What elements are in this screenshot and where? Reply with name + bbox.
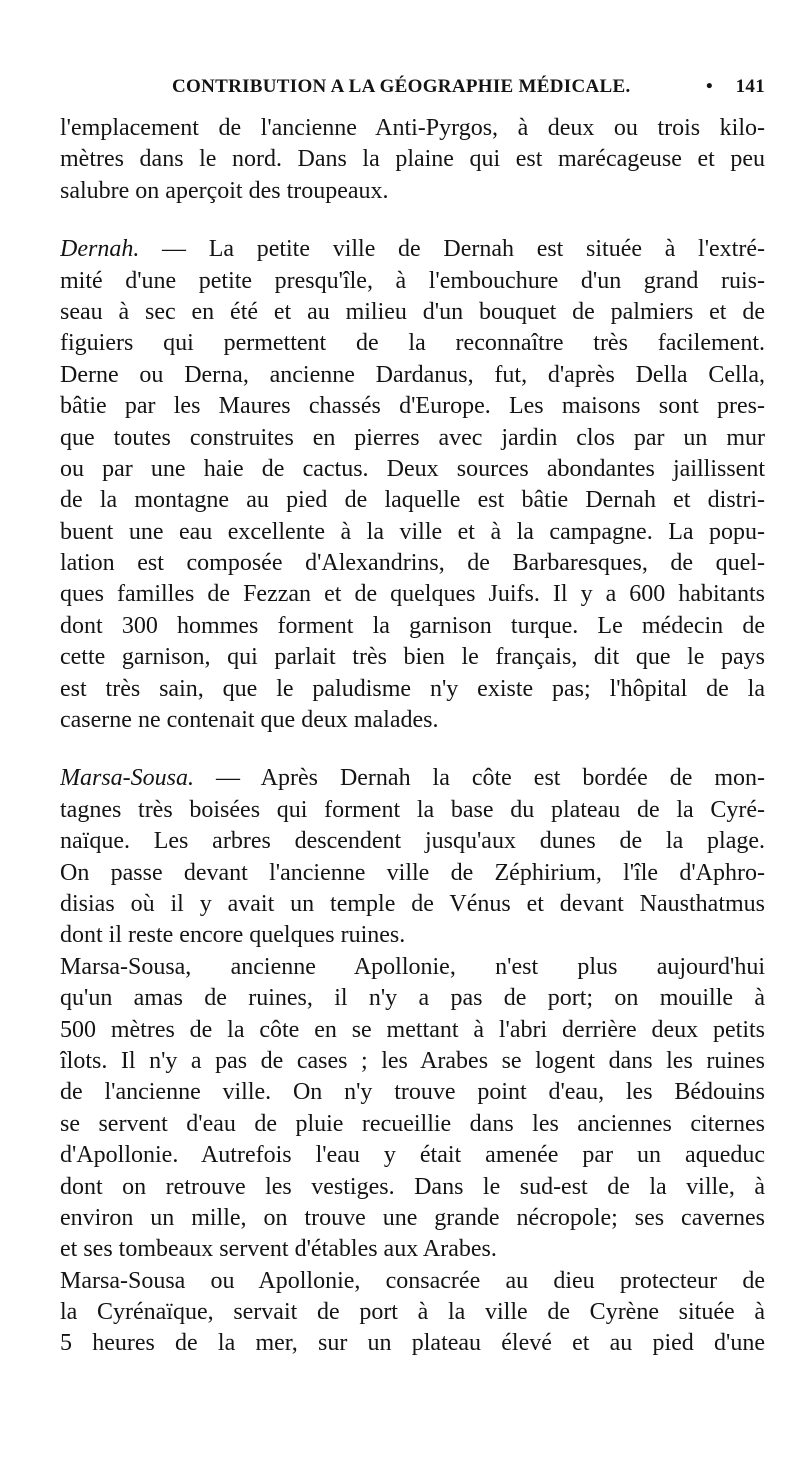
text-line: lation est composée d'Alexandrins, de Barbaresques, de quel- [60,550,765,577]
text-line: dont on retrouve les vestiges. Dans le sud-est de la ville, à [60,1173,765,1200]
text-line: disias où il y avait un temple de Vénus et devant Nausthatmus [60,890,765,917]
text-line-content: — Après Dernah la côte est bordée de mon- [194,765,765,792]
text-line: que toutes construites en pierres avec jardin clos par un mur [60,424,765,451]
running-title: CONTRIBUTION A LA GÉOGRAPHIE MÉDICALE. [172,76,631,97]
paragraph-cyrene [60,1266,765,1360]
text-line: caserne ne contenait que deux malades. [60,707,439,734]
text-line: dont 300 hommes forment la garnison turque. Le médecin de [60,612,765,639]
body-text [60,113,765,1360]
text-line: mité d'une petite presqu'île, à l'embouchure d'un grand ruis- [60,267,765,294]
paragraph-apollonie [60,952,765,1266]
text-line: se servent d'eau de pluie recueillie dans les anciennes citernes [60,1110,765,1137]
text-line: 500 mètres de la côte en se mettant à l'abri derrière deux petits [60,1016,765,1043]
text-line: la Cyrénaïque, servait de port à la ville de Cyrène située à [60,1299,765,1326]
text-line: de la montagne au pied de laquelle est bâtie Dernah et distri- [60,487,765,514]
text-line: qu'un amas de ruines, il n'y a pas de port; on mouille à [60,985,765,1012]
text-line: figuiers qui permettent de la reconnaître très facilement. [60,330,765,357]
text-line: et ses tombeaux servent d'étables aux Arabes. [60,1236,497,1263]
text-line: l'emplacement de l'ancienne Anti-Pyrgos, à deux ou trois kilo- [60,115,765,141]
text-line: Derne ou Derna, ancienne Dardanus, fut, d'après Della Cella, [60,361,765,388]
page-header [60,72,765,102]
text-line: environ un mille, on trouve une grande nécropole; ses cavernes [60,1204,765,1231]
text-line: dont il reste encore quelques ruines. [60,922,406,949]
text-line: de l'ancienne ville. On n'y trouve point d'eau, les Bédouins [60,1079,765,1106]
section-heading-dernah: Dernah. [60,236,140,263]
text-line [60,763,765,794]
page-number: 141 [735,76,765,97]
text-line: cette garnison, qui parlait très bien le français, dit que le pays [60,644,765,671]
text-line-content: — La petite ville de Dernah est située à l'extré- [139,236,765,263]
text-line: seau à sec en été et au milieu d'un bouquet de palmiers et de [60,298,765,325]
paragraph-dernah [60,234,765,736]
text-line: naïque. Les arbres descendent jusqu'aux dunes de la plage. [60,828,765,855]
text-line: 5 heures de la mer, sur un plateau élevé et au pied d'une [60,1330,765,1357]
text-line: mètres dans le nord. Dans la plaine qui est marécageuse et peu [60,146,765,173]
text-line: Marsa-Sousa ou Apollonie, consacrée au dieu protecteur de [60,1267,765,1294]
text-line: On passe devant l'ancienne ville de Zéphirium, l'île d'Aphro- [60,859,765,886]
text-line: ques familles de Fezzan et de quelques Juifs. Il y a 600 habitants [60,581,765,608]
text-line [60,234,765,265]
section-heading-marsa-sousa: Marsa-Sousa. [60,765,195,792]
text-line: est très sain, que le paludisme n'y existe pas; l'hôpital de la [60,675,765,702]
paragraph-marsa-sousa [60,763,765,951]
header-separator: • [706,76,713,97]
text-line: bâtie par les Maures chassés d'Europe. Les maisons sont pres- [60,393,765,420]
text-line: îlots. Il n'y a pas de cases ; les Arabes se logent dans les ruines [60,1047,765,1074]
text-line: d'Apollonie. Autrefois l'eau y était amenée par un aqueduc [60,1142,765,1169]
text-line: ou par une haie de cactus. Deux sources abondantes jaillissent [60,455,765,482]
paragraph-anti-pyrgos [60,113,765,207]
text-line: tagnes très boisées qui forment la base du plateau de la Cyré- [60,796,765,823]
text-line: buent une eau excellente à la ville et à la campagne. La popu- [60,518,765,545]
text-line: salubre on aperçoit des troupeaux. [60,177,389,204]
text-line: Marsa-Sousa, ancienne Apollonie, n'est plus aujourd'hui [60,953,765,980]
